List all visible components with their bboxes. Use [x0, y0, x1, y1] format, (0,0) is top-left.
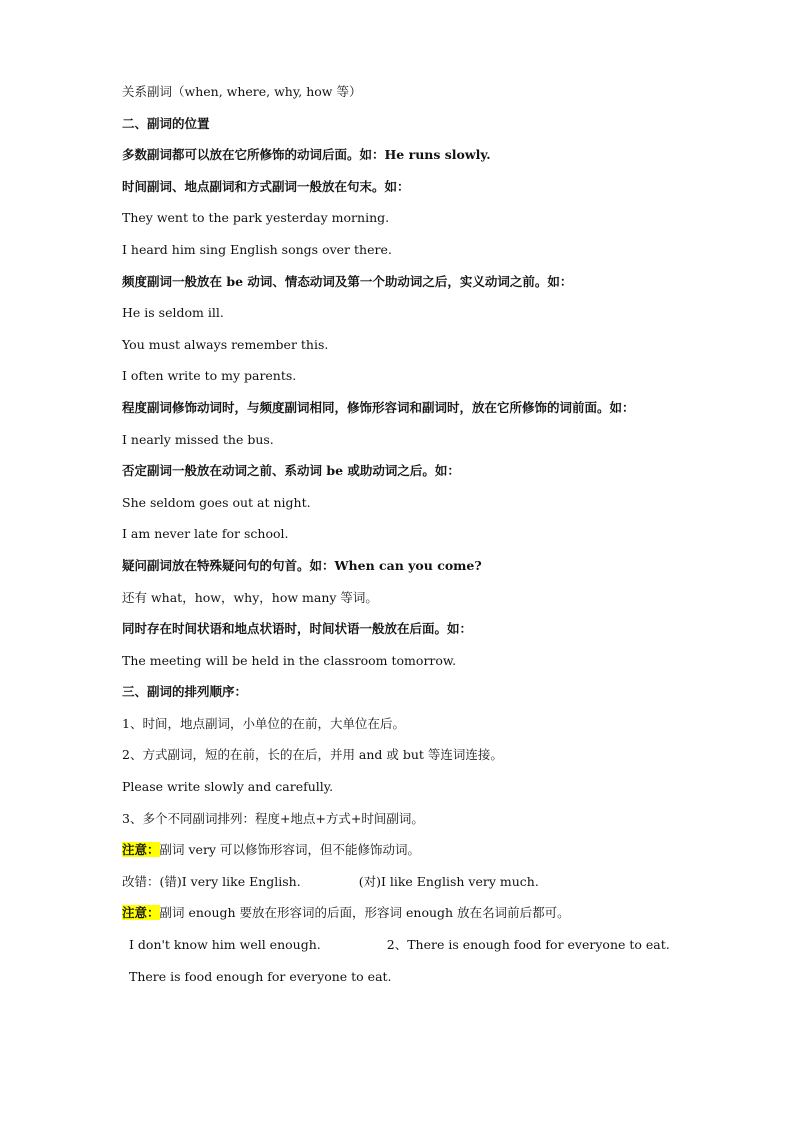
text-line: 关系副词（when, where, why, how 等） — [122, 84, 362, 99]
document-body — [122, 82, 722, 998]
text-line: 2、方式副词，短的在前，长的在后，并用 and 或 but 等连词连接。 — [122, 747, 503, 763]
wrong-example: 改错：(错)I very like English. — [122, 873, 301, 889]
example-line: Please write slowly and carefully. — [122, 779, 334, 795]
example-line: There is food enough for everyone to eat. — [129, 968, 392, 984]
note-line — [122, 840, 722, 872]
correction-line — [122, 872, 722, 904]
rule-line: 同时存在时间状语和地点状语时，时间状语一般放在后面。如： — [122, 621, 473, 637]
rule-line: 多数副词都可以放在它所修饰的动词后面。如：He runs slowly. — [122, 147, 491, 163]
example-line: They went to the park yesterday morning. — [122, 210, 390, 226]
section-heading: 二、副词的位置 — [122, 115, 210, 131]
note-label: 注意： — [122, 842, 160, 858]
example-line: I heard him sing English songs over there. — [122, 241, 392, 257]
example-line: I often write to my parents. — [122, 368, 297, 384]
section-heading: 三、副词的排列顺序： — [122, 684, 248, 700]
right-example: (对)I like English very much. — [358, 873, 539, 889]
example-line: You must always remember this. — [122, 336, 329, 352]
note-text: 副词 enough 要放在形容词的后面，形容词 enough 放在名词前后都可。 — [159, 905, 570, 921]
note-text: 副词 very 可以修饰形容词，但不能修饰动词。 — [159, 842, 420, 858]
example-line: She seldom goes out at night. — [122, 494, 311, 510]
example-line: The meeting will be held in the classroom tomorrow. — [122, 652, 457, 668]
text-line: 3、多个不同副词排列：程度+地点+方式+时间副词。 — [122, 810, 424, 826]
example-line: I am never late for school. — [122, 526, 289, 542]
example-text: I don't know him well enough. — [129, 937, 321, 953]
rule-line: 疑问副词放在特殊疑问句的句首。如：When can you come? — [122, 557, 482, 573]
example-line — [122, 935, 722, 967]
example-line: He is seldom ill. — [122, 305, 224, 321]
note-line — [122, 903, 722, 935]
example-line: I nearly missed the bus. — [122, 431, 274, 447]
rule-line: 时间副词、地点副词和方式副词一般放在句末。如： — [122, 178, 410, 194]
text-line: 还有 what，how，why，how many 等词。 — [122, 589, 378, 605]
rule-line: 否定副词一般放在动词之前、系动词 be 或助动词之后。如： — [122, 463, 460, 479]
text-line: 1、时间，地点副词，小单位的在前，大单位在后。 — [122, 715, 405, 731]
note-label: 注意： — [122, 905, 160, 921]
example-text: 2、There is enough food for everyone to eat. — [386, 937, 670, 953]
rule-line: 程度副词修饰动词时，与频度副词相同，修饰形容词和副词时，放在它所修饰的词前面。如： — [122, 399, 635, 415]
rule-line: 频度副词一般放在 be 动词、情态动词及第一个助动词之后，实义动词之前。如： — [122, 273, 573, 289]
